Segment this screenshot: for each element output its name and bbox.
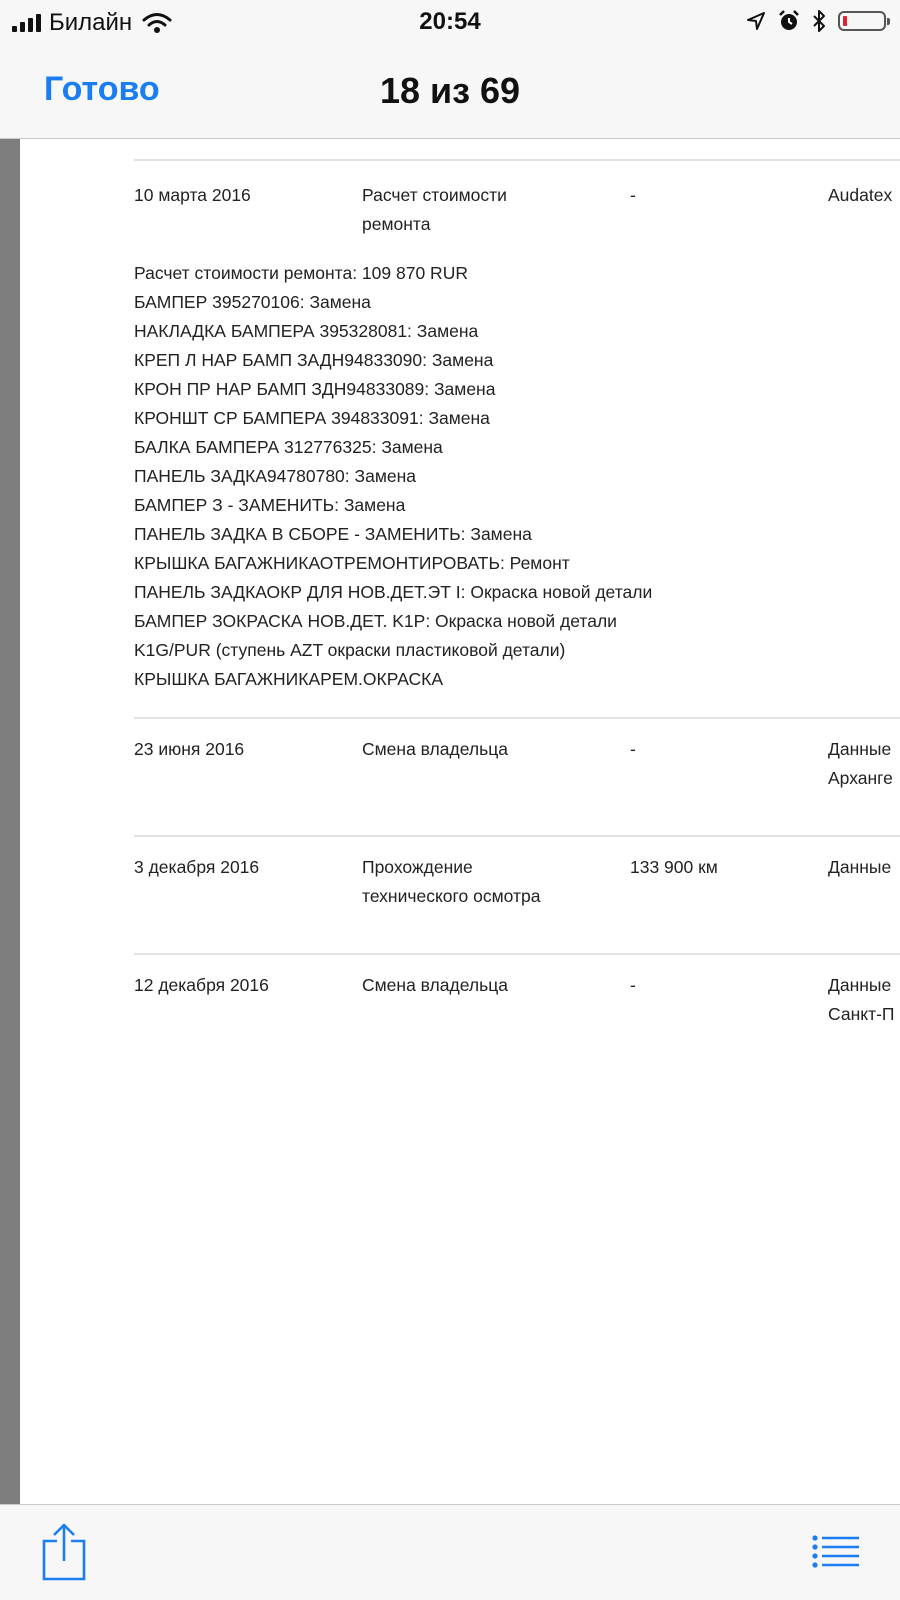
location-arrow-icon <box>746 11 766 31</box>
status-bar <box>0 0 900 44</box>
done-button[interactable]: Готово <box>44 70 160 108</box>
carrier-name: Билайн <box>49 9 133 36</box>
battery-level <box>843 16 847 26</box>
history-event: Расчет стоимости ремонта <box>362 185 507 234</box>
repair-line: ПАНЕЛЬ ЗАДКА В СБОРЕ - ЗАМЕНИТЬ: Замена <box>134 524 532 544</box>
repair-line: КРОНШТ СР БАМПЕРА 394833091: Замена <box>134 408 490 428</box>
history-source: Данные Арханге <box>828 739 893 788</box>
bluetooth-icon <box>812 9 826 33</box>
divider <box>134 717 900 719</box>
history-source: Audatex <box>828 185 893 205</box>
clock: 20:54 <box>419 8 481 35</box>
repair-line: Расчет стоимости ремонта: 109 870 RUR <box>134 263 468 283</box>
alarm-icon <box>778 10 800 32</box>
repair-line: БАЛКА БАМПЕРА 312776325: Замена <box>134 437 443 457</box>
repair-line: БАМПЕР ЗОКРАСКА НОВ.ДЕТ. K1P: Окраска новой детали <box>134 611 617 631</box>
navigation-bar <box>0 44 900 139</box>
list-icon[interactable] <box>812 1535 860 1569</box>
divider <box>134 159 900 161</box>
share-icon[interactable] <box>40 1523 88 1583</box>
repair-line: НАКЛАДКА БАМПЕРА 395328081: Замена <box>134 321 479 341</box>
status-right <box>746 9 886 33</box>
history-date: 10 марта 2016 <box>134 185 251 205</box>
divider <box>134 835 900 837</box>
history-source: Данные <box>828 857 892 877</box>
history-mileage: - <box>630 739 636 759</box>
history-date: 23 июня 2016 <box>134 739 245 759</box>
divider <box>134 953 900 955</box>
repair-line: КРЫШКА БАГАЖНИКАОТРЕМОНТИРОВАТЬ: Ремонт <box>134 553 570 573</box>
history-mileage: - <box>630 185 636 205</box>
page-counter: 18 из 69 <box>379 70 521 111</box>
repair-line: ПАНЕЛЬ ЗАДКА94780780: Замена <box>134 466 416 486</box>
history-date: 3 декабря 2016 <box>134 857 260 877</box>
history-mileage: 133 900 км <box>630 857 718 877</box>
repair-line: БАМПЕР 395270106: Замена <box>134 292 371 312</box>
repair-line: БАМПЕР З - ЗАМЕНИТЬ: Замена <box>134 495 406 515</box>
repair-line: КРОН ПР НАР БАМП ЗДН94833089: Замена <box>134 379 496 399</box>
history-event: Смена владельца <box>362 975 508 995</box>
repair-line: K1G/PUR (ступень AZT окраски пластиковой детали) <box>134 640 566 660</box>
history-source: Данные Санкт-П <box>828 975 895 1024</box>
repair-line: ПАНЕЛЬ ЗАДКАОКР ДЛЯ НОВ.ДЕТ.ЭТ I: Окраска новой детали <box>134 582 653 602</box>
repair-details <box>134 259 652 694</box>
history-date: 12 декабря 2016 <box>134 975 269 995</box>
bottom-toolbar <box>0 1504 900 1600</box>
battery-low-icon <box>838 11 886 31</box>
repair-line: КРЕП Л НАР БАМП ЗАДН94833090: Замена <box>134 350 494 370</box>
document-page[interactable] <box>20 139 900 1504</box>
history-event: Смена владельца <box>362 739 508 759</box>
history-event: Прохождение технического осмотра <box>362 857 541 906</box>
repair-line: КРЫШКА БАГАЖНИКАРЕМ.ОКРАСКА <box>134 669 444 689</box>
history-mileage: - <box>630 975 636 995</box>
